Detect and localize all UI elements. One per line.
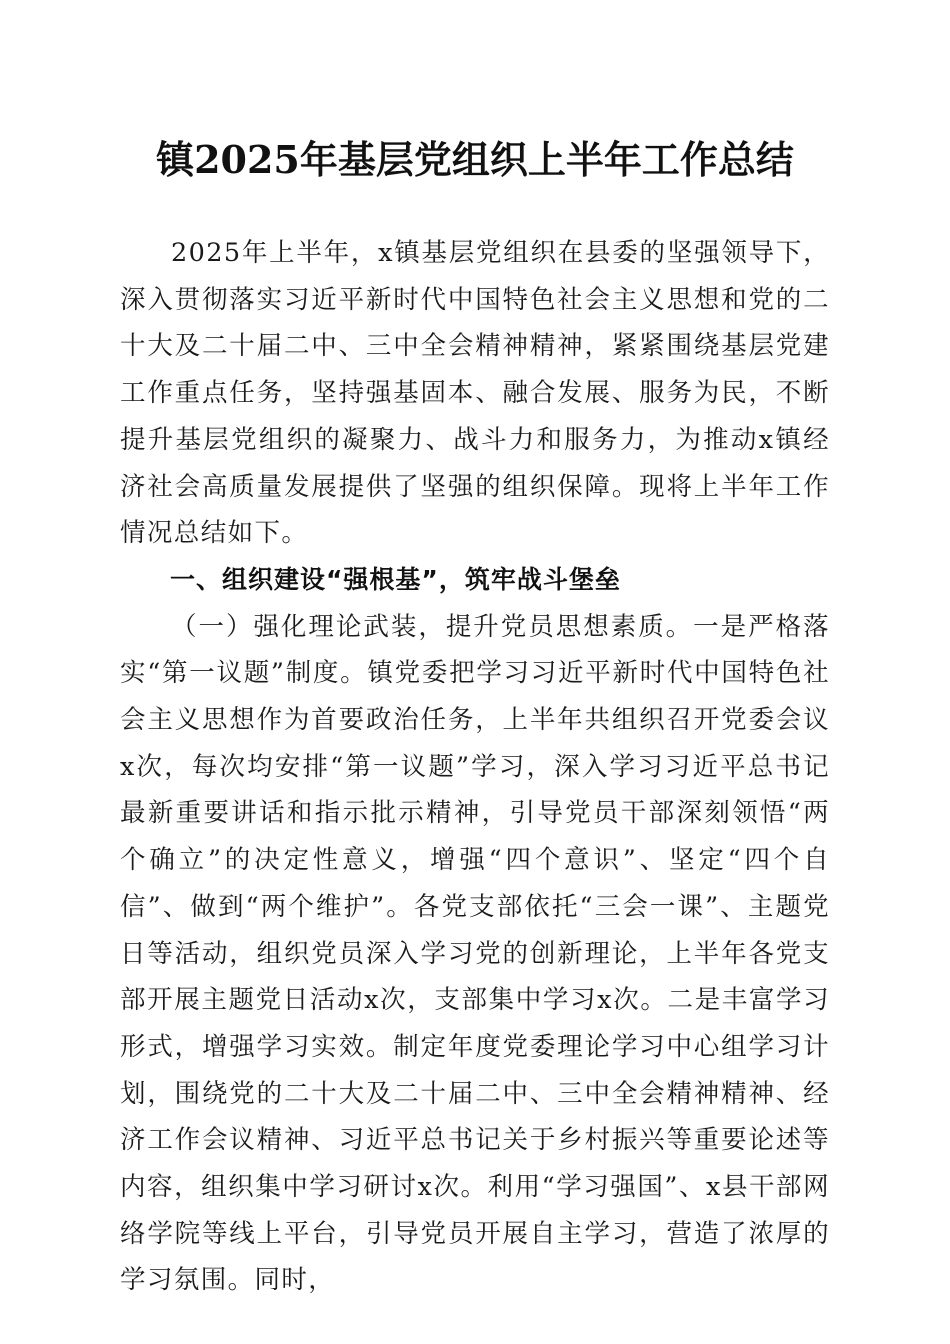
section-paragraph: （一）强化理论武装，提升党员思想素质。一是严格落实“第一议题”制度。镇党委把学习习近平新时代中国特色社会主义思想作为首要政治任务，上半年共组织召开党委会议x次，每次均安排“第一议题”学习，深入学习习近平总书记最新重要讲话和指示批示精神，引导党员干部深刻领悟“两个确立”的决定性意义，增强“四个意识”、坚定“四个自信”、做到“两个维护”。各党支部依托“三会一课”、主题党日等活动，组织党员深入学习党的创新理论，上半年各党支部开展主题党日活动x次，支部集中学习x次。二是丰富学习形式，增强学习实效。制定年度党委理论学习中心组学习计划，围绕党的二十大及二十届二中、三中全会精神精神、经济工作会议精神、习近平总书记关于乡村振兴等重要论述等内容，组织集中学习研讨x次。利用“学习强国”、x县干部网络学院等线上平台，引导党员开展自主学习，营造了浓厚的学习氛围。同时， — [120, 611, 830, 1296]
document-body — [120, 230, 830, 1304]
document-title: 镇2025年基层党组织上半年工作总结 — [156, 137, 794, 182]
section-heading: 一、组织建设“强根基”，筑牢战斗堡垒 — [170, 564, 621, 594]
intro-paragraph: 2025年上半年，x镇基层党组织在县委的坚强领导下，深入贯彻落实习近平新时代中国特色社会主义思想和党的二十大及二十届二中、三中全会精神精神，紧紧围绕基层党建工作重点任务，坚持强基固本、融合发展、服务为民，不断提升基层党组织的凝聚力、战斗力和服务力，为推动x镇经济社会高质量发展提供了坚强的组织保障。现将上半年工作情况总结如下。 — [120, 238, 830, 549]
